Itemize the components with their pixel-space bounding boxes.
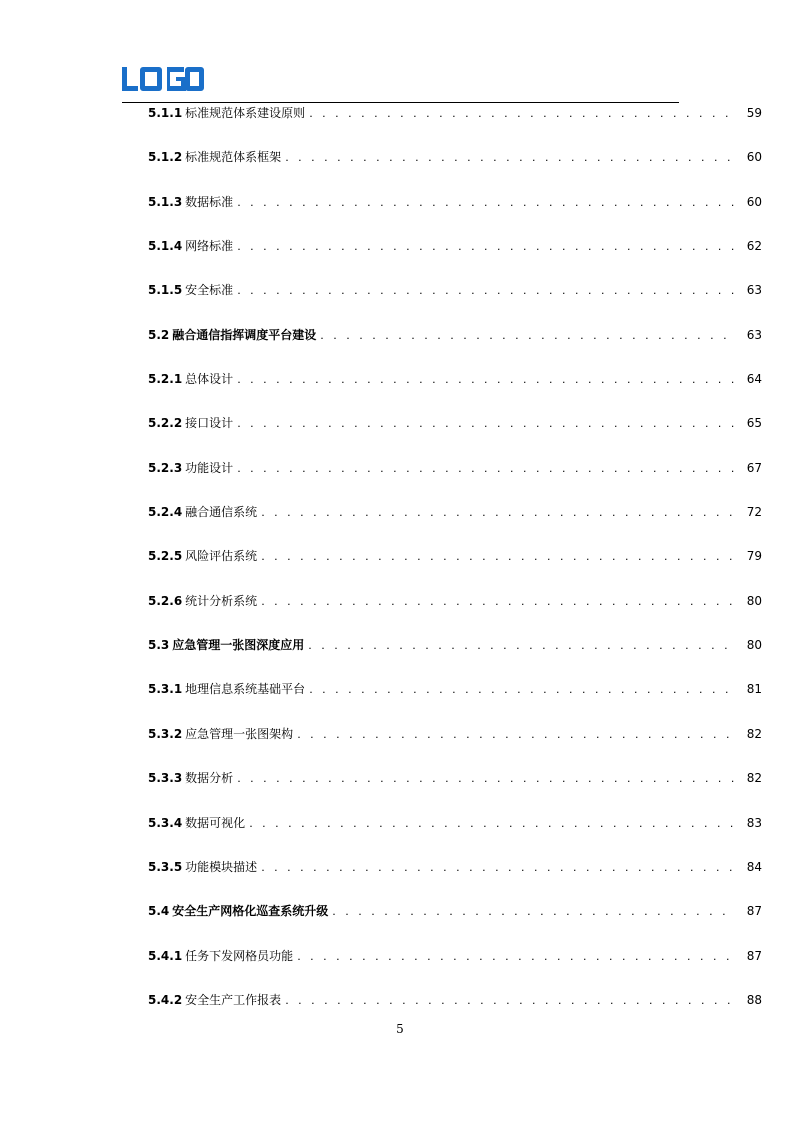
toc-entry-page: 60 (746, 194, 762, 209)
toc-dot-leader (237, 277, 734, 305)
toc-entry-number: 5.2.2 (148, 416, 183, 431)
toc-entry-number: 5.1.4 (148, 239, 183, 254)
toc-entry-page: 64 (746, 372, 762, 387)
toc-entry-number: 5.1.1 (148, 106, 183, 120)
toc-entry-number: 5.3.1 (148, 682, 183, 697)
toc-dot-leader (261, 588, 734, 616)
toc-entry-number: 5.1.2 (148, 150, 183, 165)
toc-entry-number: 5.2.6 (148, 593, 183, 608)
toc-entry[interactable] (148, 365, 762, 409)
toc-entry-title: 安全生产网格化巡查系统升级 (172, 904, 329, 919)
toc-entry[interactable] (148, 764, 762, 808)
toc-entry[interactable] (148, 498, 762, 542)
toc-entry-page: 84 (746, 859, 762, 874)
toc-entry[interactable] (148, 276, 762, 320)
toc-entry-page: 67 (746, 460, 762, 475)
toc-entry-number: 5.4.2 (148, 992, 183, 1007)
toc-entry-number: 5.3.3 (148, 771, 183, 786)
toc-entry-page: 59 (746, 106, 762, 120)
toc-dot-leader (320, 322, 734, 350)
toc-entry-page: 83 (746, 815, 762, 830)
toc-entry-title: 融合通信指挥调度平台建设 (172, 327, 317, 342)
toc-entry-title: 风险评估系统 (185, 549, 258, 564)
toc-entry-number: 5.1.3 (148, 194, 183, 209)
toc-entry-title: 统计分析系统 (185, 593, 258, 608)
toc-entry-page: 80 (746, 593, 762, 608)
toc-entry[interactable] (148, 232, 762, 276)
toc-entry-page: 80 (746, 638, 762, 653)
toc-entry-page: 60 (746, 150, 762, 165)
toc-entry-page: 88 (746, 992, 762, 1007)
toc-dot-leader (249, 810, 734, 838)
toc-dot-leader (237, 366, 734, 394)
toc-entry[interactable] (148, 542, 762, 586)
toc-entry-page: 63 (746, 283, 762, 298)
toc-dot-leader (309, 676, 734, 704)
toc-entry-page: 63 (746, 327, 762, 342)
toc-entry-title: 融合通信系统 (185, 505, 258, 520)
toc-dot-leader (332, 898, 734, 926)
toc-entry-title: 功能模块描述 (185, 859, 258, 874)
toc-entry-number: 5.2.1 (148, 372, 183, 387)
toc-entry-title: 数据分析 (185, 771, 234, 786)
toc-entry-number: 5.4.1 (148, 948, 183, 963)
toc-entry[interactable] (148, 631, 762, 675)
toc-entry[interactable] (148, 675, 762, 719)
toc-entry-title: 应急管理一张图深度应用 (172, 638, 305, 653)
table-of-contents (148, 99, 762, 1030)
toc-entry[interactable] (148, 897, 762, 941)
toc-entry-number: 5.1.5 (148, 283, 183, 298)
toc-dot-leader (237, 233, 734, 261)
toc-entry[interactable] (148, 720, 762, 764)
toc-entry[interactable] (148, 143, 762, 187)
toc-entry[interactable] (148, 853, 762, 897)
toc-dot-leader (237, 410, 734, 438)
toc-dot-leader (237, 189, 734, 217)
toc-entry-title: 应急管理一张图架构 (185, 726, 294, 741)
toc-dot-leader (308, 632, 734, 660)
logo (122, 64, 204, 94)
toc-entry-page: 87 (746, 948, 762, 963)
toc-entry-page: 79 (746, 549, 762, 564)
toc-entry-title: 安全标准 (185, 283, 234, 298)
toc-dot-leader (285, 144, 734, 172)
toc-entry-page: 62 (746, 239, 762, 254)
toc-entry-number: 5.2 (148, 327, 170, 342)
toc-entry[interactable] (148, 321, 762, 365)
toc-entry-title: 标准规范体系建设原则 (185, 106, 306, 120)
toc-entry[interactable] (148, 409, 762, 453)
toc-entry-page: 87 (746, 904, 762, 919)
toc-entry-page: 82 (746, 771, 762, 786)
toc-entry-title: 安全生产工作报表 (185, 992, 282, 1007)
toc-dot-leader (285, 987, 734, 1015)
toc-entry[interactable] (148, 188, 762, 232)
toc-dot-leader (237, 765, 734, 793)
toc-entry-title: 地理信息系统基础平台 (185, 682, 306, 697)
toc-entry-number: 5.3.2 (148, 726, 183, 741)
toc-dot-leader (309, 100, 734, 128)
toc-entry-title: 标准规范体系框架 (185, 150, 282, 165)
toc-entry[interactable] (148, 587, 762, 631)
toc-entry-number: 5.3.5 (148, 859, 183, 874)
toc-entry[interactable] (148, 99, 762, 143)
toc-entry-title: 总体设计 (185, 372, 234, 387)
toc-entry-title: 功能设计 (185, 460, 234, 475)
toc-dot-leader (297, 943, 734, 971)
toc-entry-page: 81 (746, 682, 762, 697)
toc-entry-title: 网络标准 (185, 239, 234, 254)
toc-dot-leader (237, 455, 734, 483)
toc-dot-leader (261, 499, 734, 527)
logo-mark (122, 64, 204, 94)
toc-entry-title: 任务下发网格员功能 (185, 948, 294, 963)
toc-entry[interactable] (148, 942, 762, 986)
toc-dot-leader (261, 543, 734, 571)
toc-dot-leader (297, 721, 734, 749)
toc-entry-page: 72 (746, 505, 762, 520)
toc-entry-number: 5.3 (148, 638, 170, 653)
toc-entry-title: 数据可视化 (185, 815, 246, 830)
toc-entry-number: 5.2.4 (148, 505, 183, 520)
toc-entry-title: 接口设计 (185, 416, 234, 431)
toc-entry[interactable] (148, 809, 762, 853)
toc-dot-leader (261, 854, 734, 882)
toc-entry-page: 65 (746, 416, 762, 431)
page-number: 5 (396, 1022, 404, 1036)
toc-entry-page: 82 (746, 726, 762, 741)
toc-entry-number: 5.2.5 (148, 549, 183, 564)
toc-entry-number: 5.4 (148, 904, 170, 919)
toc-entry-number: 5.2.3 (148, 460, 183, 475)
toc-entry-number: 5.3.4 (148, 815, 183, 830)
toc-entry[interactable] (148, 454, 762, 498)
toc-entry-title: 数据标准 (185, 194, 234, 209)
